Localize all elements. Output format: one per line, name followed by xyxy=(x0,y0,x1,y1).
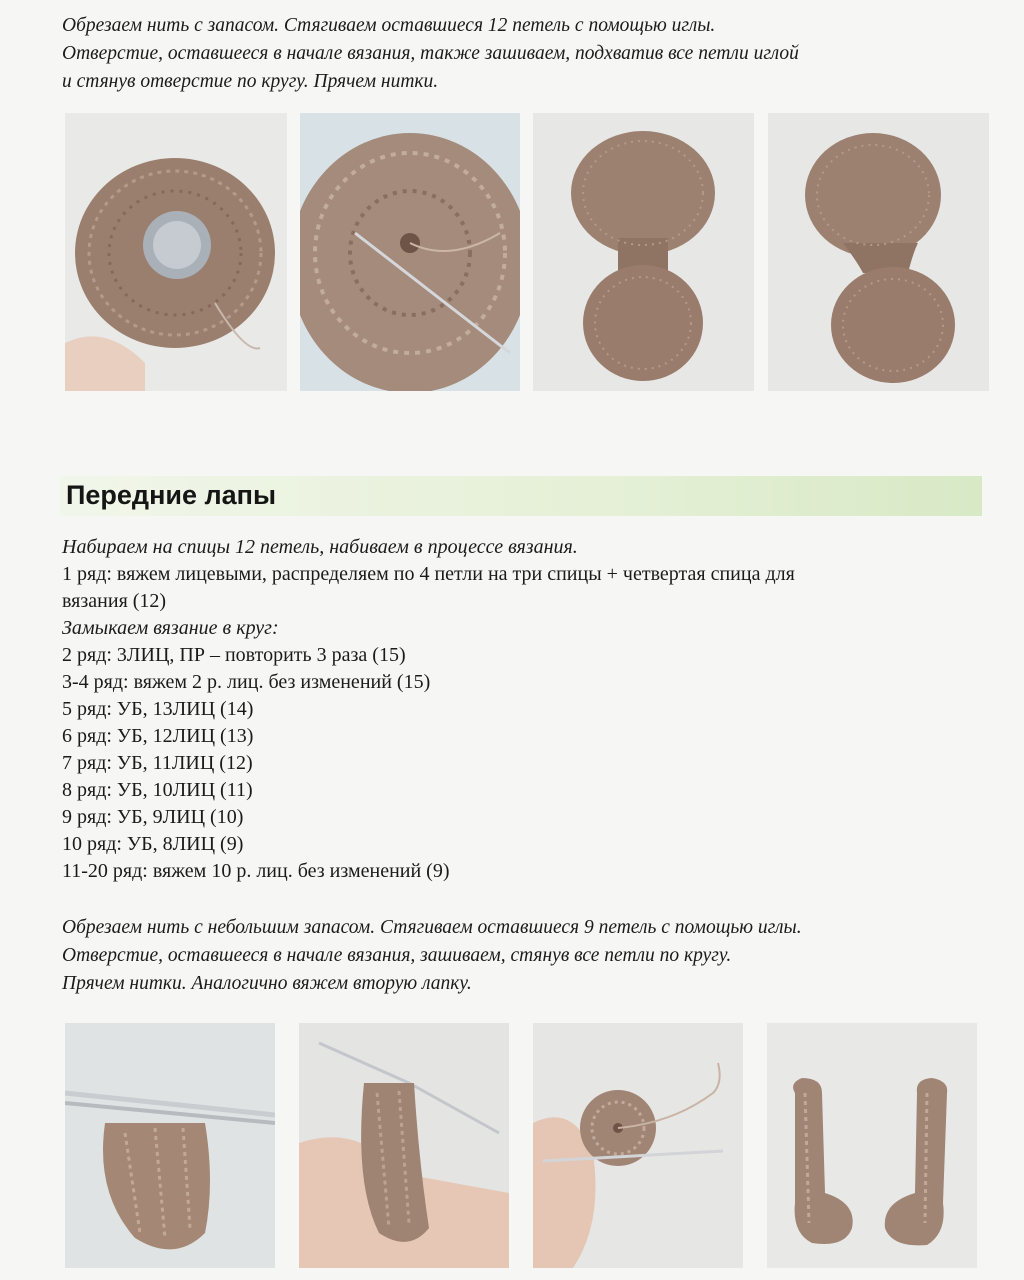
row-1-line-1: 1 ряд: вяжем лицевыми, распределяем по 4 петли на три спицы + четвертая спица для xyxy=(62,563,795,585)
outro-paragraph xyxy=(62,914,982,998)
row-1-line-2: вязания (12) xyxy=(62,590,167,612)
outro-line: Обрезаем нить с небольшим запасом. Стягиваем оставшиеся 9 петель с помощью иглы. xyxy=(62,917,802,938)
photo-paw-in-hand xyxy=(299,1023,509,1268)
section-heading-bar xyxy=(60,476,982,516)
row-line: 9 ряд: УБ, 9ЛИЦ (10) xyxy=(62,806,244,828)
photo-body-side xyxy=(768,113,989,391)
knit-paw-needles-illustration xyxy=(65,1023,275,1268)
knit-paw-sewing-illustration xyxy=(533,1023,743,1268)
outro-line: Отверстие, оставшееся в начале вязания, зашиваем, стянув все петли по кругу. xyxy=(62,945,732,966)
knit-paws-finished-illustration xyxy=(767,1023,977,1268)
row-line: 7 ряд: УБ, 11ЛИЦ (12) xyxy=(62,752,253,774)
row-line: 6 ряд: УБ, 12ЛИЦ (13) xyxy=(62,725,254,747)
photo-head-sewing-closed xyxy=(300,113,520,391)
photo-paw-knitting-needles xyxy=(65,1023,275,1268)
knit-body-side-illustration xyxy=(768,113,989,391)
row-line: 5 ряд: УБ, 13ЛИЦ (14) xyxy=(62,698,254,720)
intro-line: Обрезаем нить с запасом. Стягиваем оставшиеся 12 петель с помощью иглы. xyxy=(62,15,716,36)
knit-paw-hand-illustration xyxy=(299,1023,509,1268)
knit-body-front-illustration xyxy=(533,113,754,391)
section-title: Передние лапы xyxy=(66,480,277,510)
outro-line: Прячем нитки. Аналогично вяжем вторую лапку. xyxy=(62,973,472,994)
row-line: 11-20 ряд: вяжем 10 р. лиц. без изменений (9) xyxy=(62,860,450,882)
row-line: 3-4 ряд: вяжем 2 р. лиц. без изменений (15) xyxy=(62,671,431,693)
row-line: 8 ряд: УБ, 10ЛИЦ (11) xyxy=(62,779,253,801)
intro-paragraph xyxy=(62,12,982,96)
instructions-intro: Набираем на спицы 12 петель, набиваем в процессе вязания. xyxy=(62,536,578,558)
photo-two-paws-finished xyxy=(767,1023,977,1268)
intro-line: и стянув отверстие по кругу. Прячем нитки. xyxy=(62,71,439,92)
pattern-instructions xyxy=(62,534,982,885)
knit-sewing-illustration xyxy=(300,113,520,391)
photo-head-stuffing xyxy=(65,113,287,391)
photo-paw-sewing-closed xyxy=(533,1023,743,1268)
join-round-note: Замыкаем вязание в круг: xyxy=(62,617,279,639)
row-line: 10 ряд: УБ, 8ЛИЦ (9) xyxy=(62,833,244,855)
photo-body-front xyxy=(533,113,754,391)
row-line: 2 ряд: 3ЛИЦ, ПР – повторить 3 раза (15) xyxy=(62,644,406,666)
knit-head-illustration xyxy=(65,113,287,391)
intro-line: Отверстие, оставшееся в начале вязания, также зашиваем, подхватив все петли иглой xyxy=(62,43,799,64)
